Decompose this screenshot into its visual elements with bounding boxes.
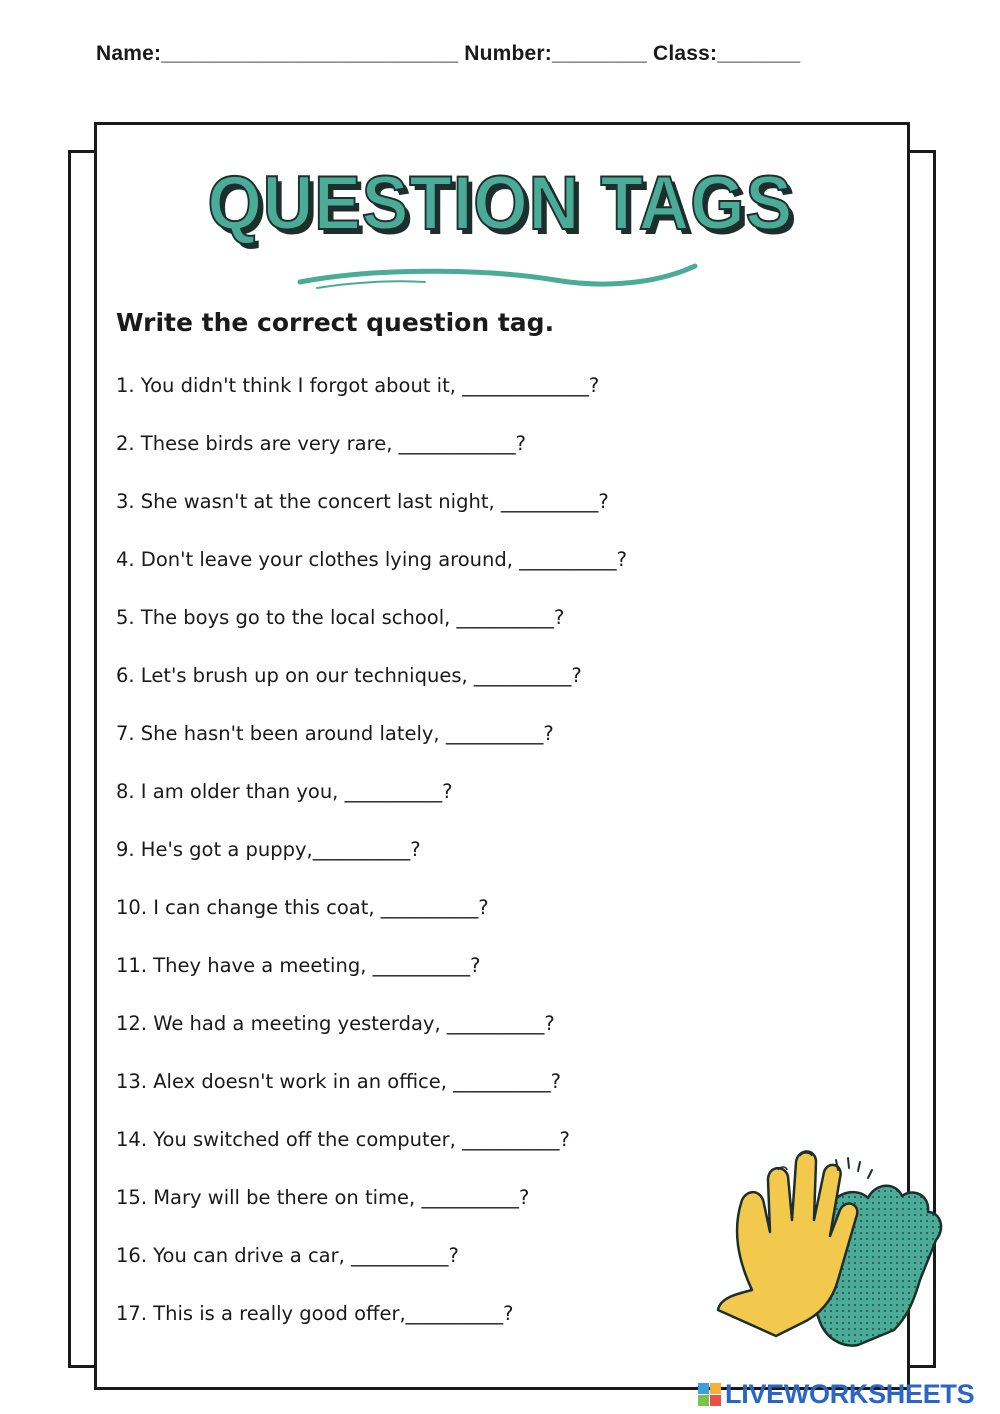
question-item[interactable]: 5. The boys go to the local school, __________? [116, 606, 565, 629]
question-item[interactable]: 9. He's got a puppy,__________? [116, 838, 421, 861]
question-list [116, 372, 627, 1358]
question-item[interactable]: 4. Don't leave your clothes lying around, __________? [116, 548, 628, 571]
logo-tile-icon [698, 1383, 709, 1394]
logo-tile-icon [710, 1395, 721, 1406]
question-item[interactable]: 11. They have a meeting, __________? [116, 954, 481, 977]
title-container [0, 160, 1000, 247]
question-item[interactable]: 17. This is a really good offer,__________? [116, 1302, 514, 1325]
student-info-header: Name:_________________________ Number:________ Class:_______ [96, 42, 801, 65]
liveworksheets-logo-text: LIVEWORKSHEETS [725, 1378, 975, 1409]
frame-corner-notch [904, 124, 933, 153]
question-item[interactable]: 16. You can drive a car, __________? [116, 1244, 459, 1267]
logo-tile-icon [698, 1395, 709, 1406]
question-item[interactable]: 3. She wasn't at the concert last night, __________? [116, 490, 609, 513]
high-five-hands-illustration [708, 1140, 948, 1355]
question-item[interactable]: 1. You didn't think I forgot about it, _____________? [116, 374, 600, 397]
question-item[interactable]: 8. I am older than you, __________? [116, 780, 453, 803]
frame-corner-notch [68, 1360, 97, 1389]
worksheet-title: QUESTION TAGS [207, 161, 793, 246]
question-item[interactable]: 14. You switched off the computer, __________? [116, 1128, 570, 1151]
frame-corner-notch [904, 1360, 933, 1389]
title-underline-swoosh [295, 258, 705, 298]
question-item[interactable]: 2. These birds are very rare, ____________? [116, 432, 526, 455]
question-item[interactable]: 6. Let's brush up on our techniques, __________? [116, 664, 582, 687]
question-item[interactable]: 7. She hasn't been around lately, __________? [116, 722, 554, 745]
question-item[interactable]: 12. We had a meeting yesterday, __________? [116, 1012, 555, 1035]
logo-tile-icon [710, 1383, 721, 1394]
frame-corner-notch [68, 124, 97, 153]
liveworksheets-logo-icon [698, 1383, 721, 1406]
question-item[interactable]: 10. I can change this coat, __________? [116, 896, 489, 919]
instruction-text: Write the correct question tag. [116, 308, 555, 337]
question-item[interactable]: 15. Mary will be there on time, __________? [116, 1186, 530, 1209]
question-item[interactable]: 13. Alex doesn't work in an office, __________? [116, 1070, 562, 1093]
